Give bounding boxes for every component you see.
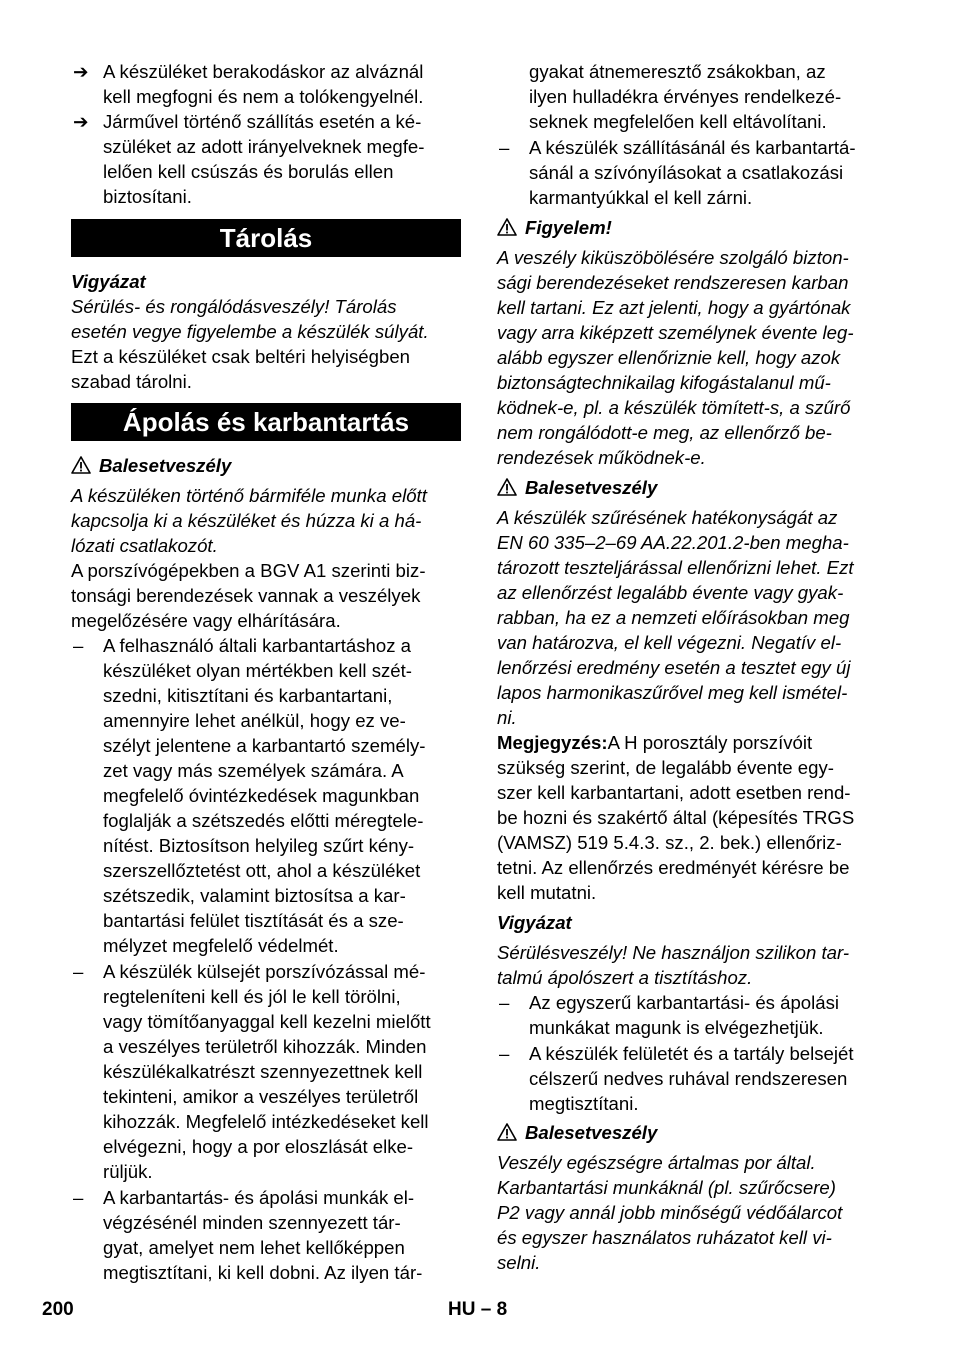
- dash-bullet-icon: –: [499, 1043, 510, 1064]
- note-text: szer kell karbantartani, adott esetben rend-: [497, 782, 851, 803]
- list-item-text: szüléket az adott irányelveknek megfe-: [103, 136, 425, 157]
- warning-text: lenőrzési eredmény esetén a tesztet egy új: [497, 657, 851, 678]
- list-item-text: sánál a szívónyílásokat a csatlakozási: [529, 162, 844, 183]
- warning-triangle-icon: [497, 218, 517, 236]
- list-item-text: bantartási felület tisztítását és a sze-: [103, 910, 404, 931]
- warning-text: és egyszer használatos ruházatot kell vi-: [497, 1227, 832, 1248]
- list-item-text: amennyire lehet anélkül, hogy ez ve-: [103, 710, 406, 731]
- list-item-text: szerszellőztetést ott, ahol a készüléket: [103, 860, 421, 881]
- warning-text: van határozva, el kell végezni. Negatív el-: [497, 632, 842, 653]
- warning-triangle-icon: [497, 1123, 517, 1141]
- note-first-line: [497, 730, 812, 755]
- section-page-label: HU – 8: [448, 1299, 508, 1320]
- warning-text: rabban, ha ez a nemzeti előírásokban meg: [497, 607, 850, 628]
- list-item-text: zet vagy más személyek számára. A: [103, 760, 404, 781]
- body-text: szabad tárolni.: [71, 371, 192, 392]
- list-item-text: rüljük.: [103, 1161, 153, 1182]
- attention-warning-heading: Figyelem!: [497, 215, 612, 240]
- warning-text: sági berendezéseket rendszeresen karban: [497, 272, 849, 293]
- warning-text: alább egyszer ellenőriznie kell, hogy azok: [497, 347, 841, 368]
- list-item-text: elvégezni, hogy a por eloszlását elke-: [103, 1136, 414, 1157]
- warning-text: az ellenőrzést legalább évente vagy gyak-: [497, 582, 844, 603]
- body-text: megelőzésére vagy elhárítására.: [71, 610, 341, 631]
- list-item-text: A felhasználó általi karbantartáshoz a: [103, 635, 412, 656]
- list-item-text: célszerű nedves ruhával rendszeresen: [529, 1068, 848, 1089]
- list-item-text: A készülék szállításánál és karbantartá-: [529, 137, 856, 158]
- warning-text: EN 60 335–2–69 AA.22.201.2-ben megha-: [497, 532, 849, 553]
- list-item-text: vagy tömítőanyaggal kell kezelni mielőtt: [103, 1011, 431, 1032]
- list-item-text: készülékalkatrészt szennyezettnek kell: [103, 1061, 423, 1082]
- dash-bullet-icon: –: [73, 635, 84, 656]
- list-item-text: a veszélyes területről kihozzák. Minden: [103, 1036, 427, 1057]
- list-item-text: megfelelő óvintézkedések magunkban: [103, 785, 420, 806]
- list-item-text: biztosítani.: [103, 186, 192, 207]
- warning-text: selni.: [497, 1252, 541, 1273]
- warning-text: tározott teszteljárással ellenőrizni lehet. Ezt: [497, 557, 854, 578]
- list-item-text: regteleníteni kell és jól le kell törölni,: [103, 986, 401, 1007]
- caution-text: talmú ápolószert a tisztításhoz.: [497, 967, 753, 988]
- list-item-text: nítést. Biztosítson helyileg szűrt kény-: [103, 835, 415, 856]
- warning-text: A veszély kiküszöbölésére szolgáló bizton-: [497, 247, 849, 268]
- list-item-text: A készüléket berakodáskor az alváznál: [103, 61, 424, 82]
- list-item-text: végzésénél minden szennyezett tár-: [103, 1212, 401, 1233]
- list-item-text: A karbantartás- és ápolási munkák el-: [103, 1187, 415, 1208]
- list-item-text: tekinteni, amikor a veszélyes területről: [103, 1086, 419, 1107]
- list-item-text: A készülék felületét és a tartály belsejét: [529, 1043, 854, 1064]
- caution-text: Sérülés- és rongálódásveszély! Tárolás: [71, 296, 397, 317]
- list-item-text: seknek megfelelően kell eltávolítani.: [529, 111, 827, 132]
- warning-text: rendezések működnek-e.: [497, 447, 706, 468]
- caution-text: esetén vegye figyelembe a készülék súlyát.: [71, 321, 429, 342]
- list-item-text: gyakat átnemeresztő zsákokban, az: [529, 61, 826, 82]
- accident-warning-heading: Balesetveszély: [497, 475, 657, 500]
- list-item-text: lelően kell csúszás és borulás ellen: [103, 161, 394, 182]
- caution-heading: Vigyázat: [71, 271, 146, 292]
- section-title-care: Ápolás és karbantartás: [71, 403, 461, 441]
- list-item-text: szétszedik, valamint biztosítsa a kar-: [103, 885, 406, 906]
- warning-text: vagy arra kiképzett személynek évente leg-: [497, 322, 854, 343]
- dash-bullet-icon: –: [499, 992, 510, 1013]
- list-item-text: szedni, kitisztítani és karbantartani,: [103, 685, 393, 706]
- warning-text: Karbantartási munkáknál (pl. szűrőcsere): [497, 1177, 836, 1198]
- body-text: Ezt a készüléket csak beltéri helyiségben: [71, 346, 410, 367]
- warning-text: A készülék szűrésének hatékonyságát az: [497, 507, 838, 528]
- warning-text: P2 vagy annál jobb minőségű védőálarcot: [497, 1202, 843, 1223]
- dash-bullet-icon: –: [499, 137, 510, 158]
- warning-triangle-icon: [71, 456, 91, 474]
- list-item-text: kihozzák. Megfelelő intézkedéseket kell: [103, 1111, 429, 1132]
- dash-bullet-icon: –: [73, 1187, 84, 1208]
- accident-warning-heading: Balesetveszély: [497, 1120, 657, 1145]
- arrow-bullet-icon: ➔: [73, 111, 89, 132]
- note-text: (VAMSZ) 519 5.4.3. sz., 2. bek.) ellenőriz-: [497, 832, 842, 853]
- list-item-text: készüléket olyan mértékben kell szét-: [103, 660, 413, 681]
- accident-warning-heading: Balesetveszély: [71, 453, 231, 478]
- list-item-text: Az egyszerű karbantartási- és ápolási: [529, 992, 840, 1013]
- note-text: A H porosztály porszívóit: [607, 732, 813, 753]
- list-item-text: megtisztítani, ki kell dobni. Az ilyen tár-: [103, 1262, 423, 1283]
- note-label: Megjegyzés:: [497, 732, 608, 753]
- list-item-text: megtisztítani.: [529, 1093, 639, 1114]
- warning-text: lapos harmonikaszűrővel meg kell ismétel-: [497, 682, 848, 703]
- caution-heading: Vigyázat: [497, 912, 572, 933]
- list-item-text: gyat, amelyet nem lehet kellőképpen: [103, 1237, 405, 1258]
- warning-text: kell tartani. Ez azt jelenti, hogy a gyártónak: [497, 297, 851, 318]
- list-item-text: munkákat magunk is elvégezhetjük.: [529, 1017, 824, 1038]
- list-item-text: foglalják a szétszedés előtti méregtele-: [103, 810, 424, 831]
- warning-text: ni.: [497, 707, 517, 728]
- note-text: tetni. Az ellenőrzés eredményét kérésre be: [497, 857, 850, 878]
- list-item-text: Járművel történő szállítás esetén a ké-: [103, 111, 422, 132]
- warning-text: kapcsolja ki a készüléket és húzza ki a há-: [71, 510, 422, 531]
- list-item-text: karmantyúkkal el kell zárni.: [529, 187, 753, 208]
- list-item-text: mélyzet megfelelő védelmét.: [103, 935, 339, 956]
- caution-text: Sérülésveszély! Ne használjon szilikon tar-: [497, 942, 850, 963]
- list-item-text: A készülék külsejét porszívózással mé-: [103, 961, 426, 982]
- warning-text: ködnek-e, pl. a készülék tömített-s, a szűrő: [497, 397, 851, 418]
- list-item-text: ilyen hulladékra érvényes rendelkezé-: [529, 86, 842, 107]
- body-text: A porszívógépekben a BGV A1 szerinti biz-: [71, 560, 426, 581]
- body-text: tonsági berendezések vannak a veszélyek: [71, 585, 421, 606]
- warning-text: biztonságtechnikailag kifogástalanul mű-: [497, 372, 831, 393]
- note-text: szükség szerint, de legalább évente egy-: [497, 757, 834, 778]
- warning-text: lózati csatlakozót.: [71, 535, 218, 556]
- list-item-text: kell megfogni és nem a tolókengyelnél.: [103, 86, 424, 107]
- warning-text: nem rongálódott-e meg, az ellenőrző be-: [497, 422, 832, 443]
- dash-bullet-icon: –: [73, 961, 84, 982]
- note-text: be hozni és szakértő által (képesítés TRGS: [497, 807, 855, 828]
- page-number: 200: [42, 1299, 74, 1320]
- arrow-bullet-icon: ➔: [73, 61, 89, 82]
- warning-text: A készüléken történő bármiféle munka előtt: [71, 485, 427, 506]
- warning-text: Veszély egészségre ártalmas por által.: [497, 1152, 816, 1173]
- section-title-storage: Tárolás: [71, 219, 461, 257]
- list-item-text: szélyt jelentene a karbantartó személy-: [103, 735, 426, 756]
- warning-triangle-icon: [497, 478, 517, 496]
- note-text: kell mutatni.: [497, 882, 597, 903]
